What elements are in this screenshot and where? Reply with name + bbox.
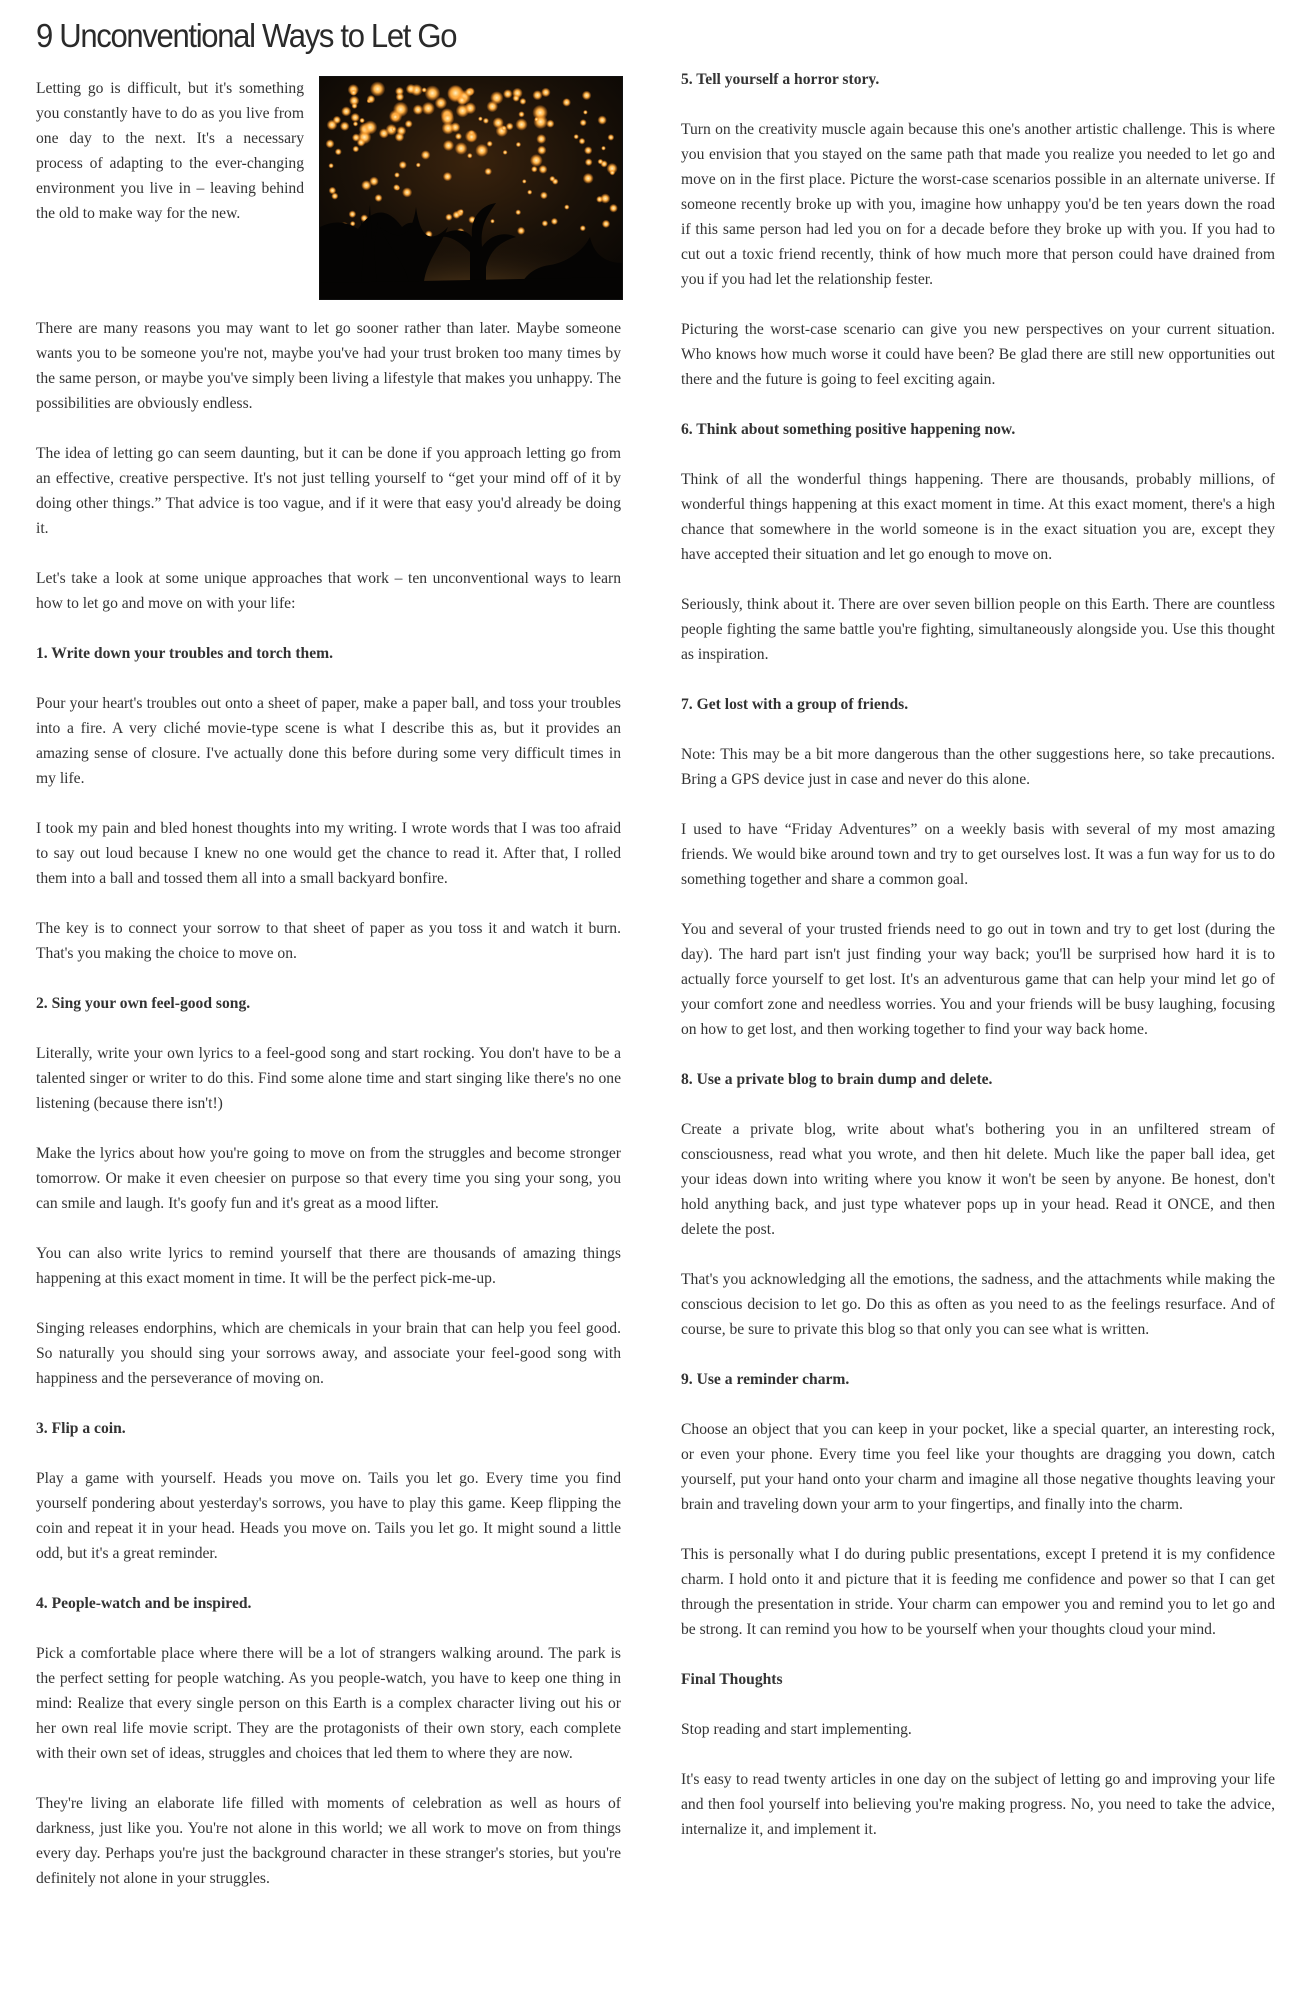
left-column xyxy=(36,14,621,1916)
lanterns-illustration xyxy=(320,77,622,299)
article-title: 9 Unconventional Ways to Let Go xyxy=(36,17,457,54)
lantern xyxy=(583,173,594,184)
lantern xyxy=(583,110,588,115)
lantern xyxy=(350,89,357,96)
lantern xyxy=(422,87,427,92)
section-7-paragraph: Note: This may be a bit more dangerous than the other suggestions here, so take precautions. Bring a GPS device just in case and never do this alone. xyxy=(681,746,1275,788)
section-heading-5: 5. Tell yourself a horror story. xyxy=(681,71,880,88)
section-1-paragraph: The key is to connect your sorrow to that sheet of paper as you toss it and watch it burn. That's you making the choice to move on. xyxy=(36,920,621,962)
lantern xyxy=(484,168,492,176)
lantern xyxy=(352,146,359,153)
section-8-paragraph: Create a private blog, write about what's bothering you in an unfiltered stream of consciousness, read what you wrote, and then hit delete. Much like the paper ball idea, get your ideas down into writing where you know it won't be seen by anyone. Be honest, don't hold anything back, and just type whatever pops up in your head. Read it ONCE, and then delete the post. xyxy=(681,1121,1275,1238)
lantern xyxy=(531,166,538,173)
lantern xyxy=(536,134,546,144)
lantern xyxy=(391,127,396,132)
lantern xyxy=(396,93,405,102)
lantern xyxy=(459,209,464,214)
lantern xyxy=(564,204,569,209)
lantern xyxy=(361,180,371,190)
lantern xyxy=(487,101,499,113)
lantern xyxy=(359,118,365,124)
section-2-paragraph: Literally, write your own lyrics to a feel-good song and start rocking. You don't have to be a talented singer or writer to do this. Find some alone time and start singing like there's no one listening (because there isn't!) xyxy=(36,1045,621,1112)
section-heading-3: 3. Flip a coin. xyxy=(36,1420,126,1437)
lantern xyxy=(467,153,473,159)
lantern xyxy=(506,123,514,131)
lantern xyxy=(327,120,338,131)
section-6-paragraph: Seriously, think about it. There are over seven billion people on this Earth. There are countless people fighting the same battle you're fighting, simultaneously alongside you. Use this thought as inspiration. xyxy=(681,596,1275,663)
lantern xyxy=(487,141,493,147)
lantern xyxy=(367,95,376,104)
section-heading-9: 9. Use a reminder charm. xyxy=(681,1371,850,1388)
body-paragraph: Let's take a look at some unique approaches that work – ten unconventional ways to learn how to let go and move on with your life: xyxy=(36,570,621,612)
lantern xyxy=(442,122,455,135)
lantern xyxy=(422,102,435,115)
section-heading-2: 2. Sing your own feel-good song. xyxy=(36,995,251,1012)
lantern xyxy=(445,214,452,221)
lantern xyxy=(456,104,470,118)
lantern xyxy=(353,121,358,126)
body-paragraph: There are many reasons you may want to let go sooner rather than later. Maybe someone wants you to be someone you're not, maybe you've had your trust broken too many times by the same person, or maybe you've simply been living a lifestyle that makes you unhappy. The possibilities are obviously endless. xyxy=(36,320,621,412)
lantern xyxy=(519,98,526,105)
lantern xyxy=(443,140,454,151)
section-9-paragraph: This is personally what I do during public presentations, except I pretend it is my confidence charm. I hold onto it and picture that it is feeding me confidence and power so that I can get through the presentation in stride. Your charm can empower you and remind you to let go and be strong. It can remind you how to be yourself when your thoughts cloud your mind. xyxy=(681,1546,1275,1638)
lantern xyxy=(598,159,604,165)
section-7-paragraph: I used to have “Friday Adventures” on a weekly basis with several of my most amazing friends. We would bike around town and try to get ourselves lost. It was a fun way for us to do something together and share a common goal. xyxy=(681,821,1275,888)
lantern xyxy=(517,227,525,235)
final-paragraph: Stop reading and start implementing. xyxy=(681,1721,912,1738)
lantern xyxy=(328,163,333,168)
section-heading-7: 7. Get lost with a group of friends. xyxy=(681,696,909,713)
lantern xyxy=(435,97,447,109)
lantern xyxy=(609,204,618,213)
lantern xyxy=(402,187,412,197)
section-9-paragraph: Choose an object that you can keep in your pocket, like a special quarter, an interesting rock, or even your phone. Every time you feel like your thoughts are dragging you down, catch yourself, put your hand onto your charm and imagine all those negative thoughts leaving your brain and traveling down your arm to your fingertips, and finally into the charm. xyxy=(681,1421,1275,1513)
lantern xyxy=(518,111,524,117)
lantern xyxy=(457,95,467,105)
lantern xyxy=(530,154,543,167)
lantern xyxy=(455,133,462,140)
lantern xyxy=(475,144,488,157)
lantern xyxy=(326,139,335,148)
lantern xyxy=(601,146,606,151)
lantern xyxy=(582,91,592,101)
lantern xyxy=(478,116,483,121)
section-5-paragraph: Picturing the worst-case scenario can give you new perspectives on your current situation. Who knows how much worse it could have been? Be glad there are still new opportunities out there and the future is going to feel exciting again. xyxy=(681,321,1275,388)
section-2-paragraph: You can also write lyrics to remind yourself that there are thousands of amazing things happening at this exact moment in time. It will be the perfect pick-me-up. xyxy=(36,1245,621,1287)
lantern xyxy=(579,138,586,145)
lantern xyxy=(533,115,548,130)
lantern xyxy=(542,220,549,227)
lantern xyxy=(465,88,474,97)
lantern xyxy=(393,102,409,118)
section-8-paragraph: That's you acknowledging all the emotions, the sadness, and the attachments while making the conscious decision to let go. Do this as often as you need to as the feelings resurface. And of course, be sure to private this blog so that only you can see what is written. xyxy=(681,1271,1275,1338)
article-page xyxy=(36,14,1276,2004)
lantern xyxy=(580,119,587,126)
lantern xyxy=(416,163,421,168)
lantern xyxy=(534,117,539,122)
lantern xyxy=(331,193,338,200)
section-1-paragraph: I took my pain and bled honest thoughts into my writing. I wrote words that I was too afraid to say out loud because I knew no one would get the chance to read it. After that, I rolled them into a ball and tossed them all into a small backyard bonfire. xyxy=(36,820,621,887)
final-paragraph: It's easy to read twenty articles in one day on the subject of letting go and improving your life and then fool yourself into believing you're making progress. No, you need to take the advice, internalize it, and implement it. xyxy=(681,1771,1275,1838)
lantern xyxy=(352,133,360,141)
lantern xyxy=(515,118,527,130)
intro-block xyxy=(36,76,621,308)
lantern xyxy=(406,84,416,94)
lantern xyxy=(598,115,607,124)
lantern xyxy=(349,210,357,218)
lantern xyxy=(399,161,407,169)
intro-paragraph: Letting go is difficult, but it's something you constantly have to do as you live from one day to the next. It's a necessary process of adapting to the ever-changing environment you live in – leaving behind the old to make way for the new. xyxy=(36,80,304,222)
lantern xyxy=(516,142,521,147)
section-4-paragraph: They're living an elaborate life filled with moments of celebration as well as hours of darkness, just like you. You're not alone in this world; we all work to move on from things every day. Perhaps you're just the background character in these stranger's stories, but you're definitely not alone in your struggles. xyxy=(36,1795,621,1887)
lantern xyxy=(443,172,452,181)
lantern xyxy=(394,172,400,178)
lantern xyxy=(363,120,377,134)
section-heading-8: 8. Use a private blog to brain dump and delete. xyxy=(681,1071,993,1088)
lantern xyxy=(455,142,468,155)
lantern xyxy=(580,225,586,231)
lantern xyxy=(493,117,504,128)
section-2-paragraph: Singing releases endorphins, which are chemicals in your brain that can help you feel good. So naturally you should sing your sorrows away, and associate your feel-good song with happiness and the perseverance of moving on. xyxy=(36,1320,621,1387)
section-heading-6: 6. Think about something positive happening now. xyxy=(681,421,1016,438)
lantern xyxy=(522,179,527,184)
lantern xyxy=(351,103,357,109)
lanterns-image xyxy=(319,76,623,300)
body-paragraph: The idea of letting go can seem daunting, but it can be done if you approach letting go from an effective, creative perspective. It's not just telling yourself to “get your mind off of it by doing other things.” That advice is too vague, and if it were that easy you'd already be doing it. xyxy=(36,445,621,537)
section-7-paragraph: You and several of your trusted friends need to go out in town and try to get lost (during the day). The hard part isn't just finding your way back; you'll be surprised how hard it is to actually force yourself to get lost. It's an adventurous game that can help your mind let go of your comfort zone and needless worries. You and your friends will be busy laughing, focusing on how to get lost, and then working together to find your way back home. xyxy=(681,921,1275,1038)
lantern xyxy=(585,158,593,166)
lantern xyxy=(375,194,383,202)
lantern xyxy=(490,219,495,224)
lantern xyxy=(335,148,342,155)
section-heading-4: 4. People-watch and be inspired. xyxy=(36,1595,252,1612)
lantern xyxy=(393,184,400,191)
lantern xyxy=(600,193,610,203)
lantern xyxy=(515,209,521,215)
section-5-paragraph: Turn on the creativity muscle again because this one's another artistic challenge. This is where you envision that you stayed on the same path that made you realize you needed to let go and move on in the first place. Picture the worst-case scenarios possible in an alternate universe. If someone recently broke up with you, imagine how unhappy you'd be ten years down the road if this same person had led you on for a decade before they broke up with you. If you had to cut out a toxic friend recently, think of how much more that person could have drained from you if you had let the relationship fester. xyxy=(681,121,1275,288)
lantern xyxy=(483,118,489,124)
lantern xyxy=(413,104,424,115)
lantern xyxy=(562,98,571,107)
final-thoughts-heading: Final Thoughts xyxy=(681,1671,783,1688)
section-2-paragraph: Make the lyrics about how you're going to move on from the struggles and become stronger tomorrow. Or make it even cheesier on purpose so that every time you sing your song, you can smile and laugh. It's goofy fun and it's great as a mood lifter. xyxy=(36,1145,621,1212)
lantern xyxy=(405,120,413,128)
lantern xyxy=(397,126,407,136)
lantern xyxy=(608,134,615,141)
section-heading-1: 1. Write down your troubles and torch them. xyxy=(36,645,334,662)
lantern xyxy=(584,146,592,154)
lantern xyxy=(527,190,532,195)
right-column xyxy=(681,67,1275,1867)
lantern xyxy=(421,150,431,160)
lantern xyxy=(370,81,385,96)
lantern xyxy=(549,176,555,182)
lantern xyxy=(467,132,477,142)
lantern xyxy=(539,165,548,174)
section-1-paragraph: Pour your heart's troubles out onto a sheet of paper, make a paper ball, and toss your troubles into a fire. A very cliché movie-type scene is what I describe this as, but it provides an amazing sense of closure. I've actually done this before during some very difficult times in my life. xyxy=(36,695,621,787)
lantern xyxy=(503,150,508,155)
section-6-paragraph: Think of all the wonderful things happening. There are thousands, probably millions, of wonderful things happening at this exact moment in time. At this exact moment, there's a high chance that somewhere in the world someone is in the exact situation you are, except they have accepted their situation and let go enough to move on. xyxy=(681,471,1275,563)
section-3-paragraph: Play a game with yourself. Heads you move on. Tails you let go. Every time you find yourself pondering about yesterday's sorrows, you have to play this game. Keep flipping the coin and repeat it in your head. Heads you move on. Tails you let go. It might sound a little odd, but it's a great reminder. xyxy=(36,1470,621,1562)
lantern xyxy=(503,89,513,99)
lantern xyxy=(340,121,350,131)
lantern xyxy=(512,95,519,102)
lantern xyxy=(541,88,551,98)
lantern xyxy=(574,134,579,139)
lantern xyxy=(602,220,610,228)
lantern xyxy=(341,106,351,116)
lantern xyxy=(540,192,548,200)
lantern xyxy=(551,218,558,225)
lantern xyxy=(537,146,546,155)
section-4-paragraph: Pick a comfortable place where there will be a lot of strangers walking around. The park is the perfect setting for people watching. As you people-watch, you have to keep one thing in mind: Realize that every single person on this Earth is a complex character living out his or her own real life movie script. They are the protagonists of their own story, each complete with their own set of ideas, struggles and choices that led them to where they are now. xyxy=(36,1645,621,1762)
lantern xyxy=(351,113,360,122)
lantern xyxy=(609,170,615,176)
